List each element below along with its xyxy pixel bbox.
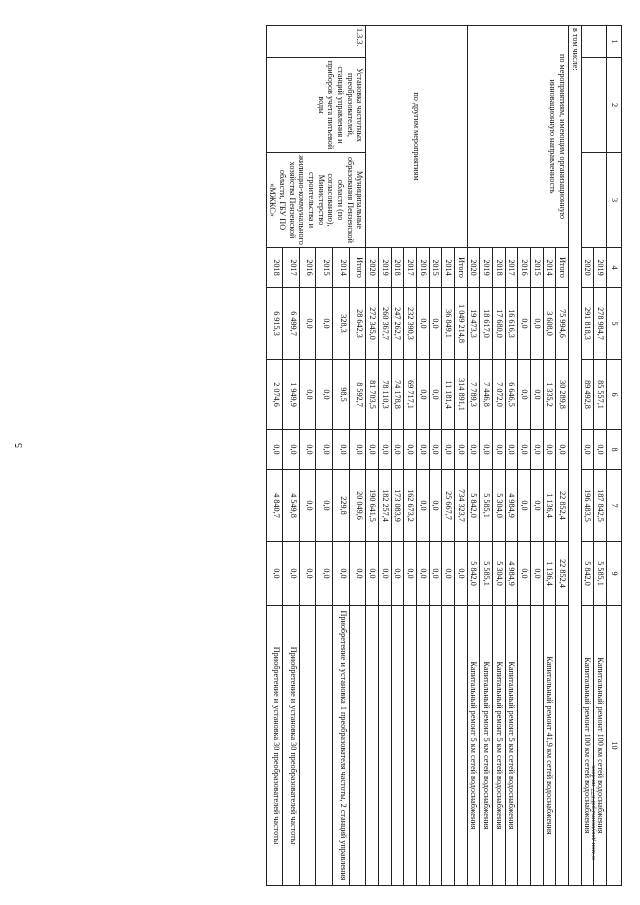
cell-result <box>454 606 467 886</box>
cell-federal: 81 703,5 <box>366 360 379 430</box>
cell-result: Капитальный ремонт 5 км сетей водоснабжения <box>505 606 518 886</box>
cell-total: 1 049 214,8 <box>454 288 467 360</box>
cell-col7: 4 984,9 <box>505 470 518 542</box>
program-table <box>266 25 622 886</box>
cell-col8: 0,0 <box>333 430 350 470</box>
cell-year: 2017 <box>283 248 300 288</box>
cell-col8: 0,0 <box>416 430 429 470</box>
cell-federal: 2 074,6 <box>266 360 283 430</box>
cell-federal: 1 335,2 <box>543 360 556 430</box>
cell-col7: 1 136,4 <box>543 470 556 542</box>
cell-col7: 187 842,5 <box>594 470 607 542</box>
col-header: 2 <box>607 58 622 153</box>
cell-year: 2016 <box>518 248 531 288</box>
cell-year: 2014 <box>442 248 455 288</box>
cell-federal: 0,0 <box>429 360 442 430</box>
col-header: 4 <box>607 248 622 288</box>
cell-col9: 1 136,4 <box>543 542 556 606</box>
cell-total: 16 616,3 <box>505 288 518 360</box>
item-executor: Муниципальные образования Пензенской области (по согласованию), Министерство строительства и жилищно-коммунального хозяйства Пензенской области, ГБУ ПО «МЖКС» <box>266 153 366 248</box>
cell-year: 2020 <box>581 248 594 288</box>
cell-federal: 85 557,1 <box>594 360 607 430</box>
cell-year: 2018 <box>492 248 505 288</box>
table-row <box>556 26 569 886</box>
cell-col7: 0,0 <box>299 470 316 542</box>
cell-federal: 314 891,1 <box>454 360 467 430</box>
cell-col7: 0,0 <box>429 470 442 542</box>
col-header: 6 <box>607 360 622 430</box>
cell-empty <box>581 58 606 153</box>
cell-col7: 22 852,4 <box>556 470 569 542</box>
cell-col9: 0,0 <box>429 542 442 606</box>
cell-empty <box>581 26 606 58</box>
cell-col8: 0,0 <box>530 430 543 470</box>
cell-total: 3 608,0 <box>543 288 556 360</box>
cell-col9: 0,0 <box>349 542 366 606</box>
cell-col9: 5 585,1 <box>480 542 493 606</box>
cell-total: 6 499,7 <box>283 288 300 360</box>
cell-col9: 0,0 <box>530 542 543 606</box>
group-label-innovation: по мероприятиям, имеющим организационную инновационную направленность <box>467 26 568 248</box>
cell-col8: 0,0 <box>299 430 316 470</box>
cell-col7: 4 840,7 <box>266 470 283 542</box>
cell-year: 2016 <box>416 248 429 288</box>
cell-result: Капитальный ремонт 5 км сетей водоснабжения <box>467 606 480 886</box>
cell-col9: 5 842,0 <box>581 542 594 606</box>
cell-col7: 0,0 <box>416 470 429 542</box>
cell-year: 2019 <box>594 248 607 288</box>
cell-col8: 0,0 <box>543 430 556 470</box>
cell-col9: 5 304,0 <box>492 542 505 606</box>
cell-col9: 0,0 <box>391 542 404 606</box>
cell-result: Приобретение и установка 1 преобразователя частоты, 2 станций управления <box>333 606 350 886</box>
cell-result <box>556 606 569 886</box>
group-label-other: по другим мероприятиям <box>366 26 467 248</box>
cell-federal: 7 072,0 <box>492 360 505 430</box>
cell-year: 2015 <box>316 248 333 288</box>
cell-result: Приобретение и установка 30 преобразователей частоты <box>266 606 283 886</box>
cell-col8: 0,0 <box>505 430 518 470</box>
cell-federal: 11 181,4 <box>442 360 455 430</box>
cell-col8: 0,0 <box>266 430 283 470</box>
cell-col8: 0,0 <box>581 430 594 470</box>
cell-result: Капитальный ремонт 100 км сетей водоснабжения <box>594 606 607 886</box>
cell-col8: 0,0 <box>429 430 442 470</box>
col-header: 10 <box>607 606 622 886</box>
cell-total: 18 617,0 <box>480 288 493 360</box>
cell-col7: 4 549,8 <box>283 470 300 542</box>
cell-year: 2015 <box>530 248 543 288</box>
cell-total: 28 642,3 <box>349 288 366 360</box>
cell-total: 291 818,3 <box>581 288 594 360</box>
cell-federal: 1 949,9 <box>283 360 300 430</box>
cell-federal: 8 592,7 <box>349 360 366 430</box>
cell-col8: 0,0 <box>349 430 366 470</box>
rotated-table-wrapper <box>87 25 622 885</box>
cell-result <box>316 606 333 886</box>
cell-col8: 0,0 <box>556 430 569 470</box>
cell-col9: 0,0 <box>404 542 417 606</box>
cell-col7: 173 083,9 <box>391 470 404 542</box>
item-number: 1.3.3. <box>266 26 366 58</box>
cell-federal: 6 646,5 <box>505 360 518 430</box>
cell-col9: 0,0 <box>283 542 300 606</box>
cell-col8: 0,0 <box>442 430 455 470</box>
cell-col9: 5 585,1 <box>594 542 607 606</box>
cell-year: 2014 <box>333 248 350 288</box>
cell-year: Итого <box>349 248 366 288</box>
cell-federal: 69 717,1 <box>404 360 417 430</box>
cell-total: 0,0 <box>316 288 333 360</box>
cell-col9: 0,0 <box>299 542 316 606</box>
cell-total: 328,3 <box>333 288 350 360</box>
cell-total: 17 680,0 <box>492 288 505 360</box>
cell-federal: 98,5 <box>333 360 350 430</box>
cell-total: 260 367,7 <box>378 288 391 360</box>
cell-col7: 0,0 <box>316 470 333 542</box>
cell-col8: 0,0 <box>480 430 493 470</box>
cell-col9: 22 852,4 <box>556 542 569 606</box>
cell-result <box>391 606 404 886</box>
cell-year: Итого <box>454 248 467 288</box>
table-row <box>594 26 607 886</box>
cell-col8: 0,0 <box>316 430 333 470</box>
cell-federal: 0,0 <box>299 360 316 430</box>
cell-col7: 5 842,0 <box>467 470 480 542</box>
cell-col8: 0,0 <box>404 430 417 470</box>
cell-total: 0,0 <box>518 288 531 360</box>
cell-col7: 25 667,7 <box>442 470 455 542</box>
cell-year: 2016 <box>299 248 316 288</box>
col-header: 9 <box>607 542 622 606</box>
cell-year: Итого <box>556 248 569 288</box>
cell-federal: 0,0 <box>530 360 543 430</box>
table-row <box>454 26 467 886</box>
section-title: в том числе: <box>568 26 581 886</box>
cell-federal: 7 446,8 <box>480 360 493 430</box>
col-header: 8 <box>607 430 622 470</box>
cell-result <box>530 606 543 886</box>
cell-total: 19 473,3 <box>467 288 480 360</box>
section-row <box>568 26 581 886</box>
cell-year: 2018 <box>266 248 283 288</box>
cell-col7: 20 049,6 <box>349 470 366 542</box>
cell-col8: 0,0 <box>366 430 379 470</box>
cell-result <box>416 606 429 886</box>
page-number: 5 <box>14 443 25 448</box>
col-header: 7 <box>607 470 622 542</box>
cell-col7: 190 641,5 <box>366 470 379 542</box>
cell-col8: 0,0 <box>518 430 531 470</box>
cell-result <box>299 606 316 886</box>
cell-total: 36 849,1 <box>442 288 455 360</box>
cell-col9: 0,0 <box>316 542 333 606</box>
cell-col9: 0,0 <box>366 542 379 606</box>
cell-result <box>378 606 391 886</box>
cell-col9: 0,0 <box>518 542 531 606</box>
cell-year: 2017 <box>505 248 518 288</box>
cell-empty <box>581 153 606 248</box>
cell-result: Приобретение и установка 30 преобразователей частоты <box>283 606 300 886</box>
cell-total: 232 390,3 <box>404 288 417 360</box>
cell-col7: 734 323,7 <box>454 470 467 542</box>
header-row <box>607 26 622 886</box>
cell-federal: 0,0 <box>316 360 333 430</box>
cell-federal: 0,0 <box>416 360 429 430</box>
item-name: Установка частотных преобразователей, станций управления и приборов учета питьевой воды <box>266 58 366 153</box>
cell-result <box>442 606 455 886</box>
cell-col9: 0,0 <box>442 542 455 606</box>
cell-result <box>404 606 417 886</box>
cell-col8: 0,0 <box>378 430 391 470</box>
cell-result <box>518 606 531 886</box>
cell-federal: 89 492,8 <box>581 360 594 430</box>
table-row <box>349 26 366 886</box>
cell-year: 2020 <box>467 248 480 288</box>
cell-col7: 5 304,0 <box>492 470 505 542</box>
cell-year: 2019 <box>378 248 391 288</box>
cell-col9: 0,0 <box>416 542 429 606</box>
cell-federal: 78 110,3 <box>378 360 391 430</box>
cell-result: Капитальный ремонт 41,9 км сетей водоснабжения <box>543 606 556 886</box>
cell-col7: 0,0 <box>530 470 543 542</box>
cell-federal: 30 289,8 <box>556 360 569 430</box>
cell-col7: 182 257,4 <box>378 470 391 542</box>
cell-year: 2019 <box>480 248 493 288</box>
cell-result <box>349 606 366 886</box>
cell-result: Капитальный ремонт 100 км сетей водоснабжения <box>581 606 594 886</box>
cell-col8: 0,0 <box>283 430 300 470</box>
cell-col8: 0,0 <box>391 430 404 470</box>
cell-total: 0,0 <box>530 288 543 360</box>
cell-col7: 162 673,2 <box>404 470 417 542</box>
cell-result <box>429 606 442 886</box>
cell-total: 0,0 <box>299 288 316 360</box>
cell-col7: 0,0 <box>518 470 531 542</box>
cell-federal: 0,0 <box>518 360 531 430</box>
cell-year: 2018 <box>391 248 404 288</box>
cell-year: 2020 <box>366 248 379 288</box>
cell-col7: 196 483,5 <box>581 470 594 542</box>
cell-col9: 0,0 <box>378 542 391 606</box>
cell-col7: 229,8 <box>333 470 350 542</box>
cell-col7: 5 585,1 <box>480 470 493 542</box>
cell-federal: 7 789,3 <box>467 360 480 430</box>
col-header: 1 <box>607 26 622 58</box>
cell-col9: 0,0 <box>454 542 467 606</box>
cell-total: 278 984,7 <box>594 288 607 360</box>
footer-file-path: c:\мои документы\pdf\677-пп.docx <box>590 765 597 860</box>
cell-col8: 0,0 <box>492 430 505 470</box>
cell-col9: 5 842,0 <box>467 542 480 606</box>
col-header: 3 <box>607 153 622 248</box>
cell-year: 2015 <box>429 248 442 288</box>
cell-year: 2017 <box>404 248 417 288</box>
cell-result: Капитальный ремонт 5 км сетей водоснабжения <box>492 606 505 886</box>
cell-total: 0,0 <box>416 288 429 360</box>
col-header: 5 <box>607 288 622 360</box>
cell-total: 6 915,3 <box>266 288 283 360</box>
cell-col9: 0,0 <box>333 542 350 606</box>
cell-total: 272 345,0 <box>366 288 379 360</box>
cell-total: 0,0 <box>429 288 442 360</box>
cell-federal: 74 178,8 <box>391 360 404 430</box>
cell-total: 75 994,6 <box>556 288 569 360</box>
cell-col9: 4 984,9 <box>505 542 518 606</box>
cell-col8: 0,0 <box>594 430 607 470</box>
cell-total: 247 262,7 <box>391 288 404 360</box>
cell-result <box>366 606 379 886</box>
cell-col8: 0,0 <box>467 430 480 470</box>
cell-col8: 0,0 <box>454 430 467 470</box>
cell-year: 2014 <box>543 248 556 288</box>
cell-result: Капитальный ремонт 5 км сетей водоснабжения <box>480 606 493 886</box>
cell-col9: 0,0 <box>266 542 283 606</box>
